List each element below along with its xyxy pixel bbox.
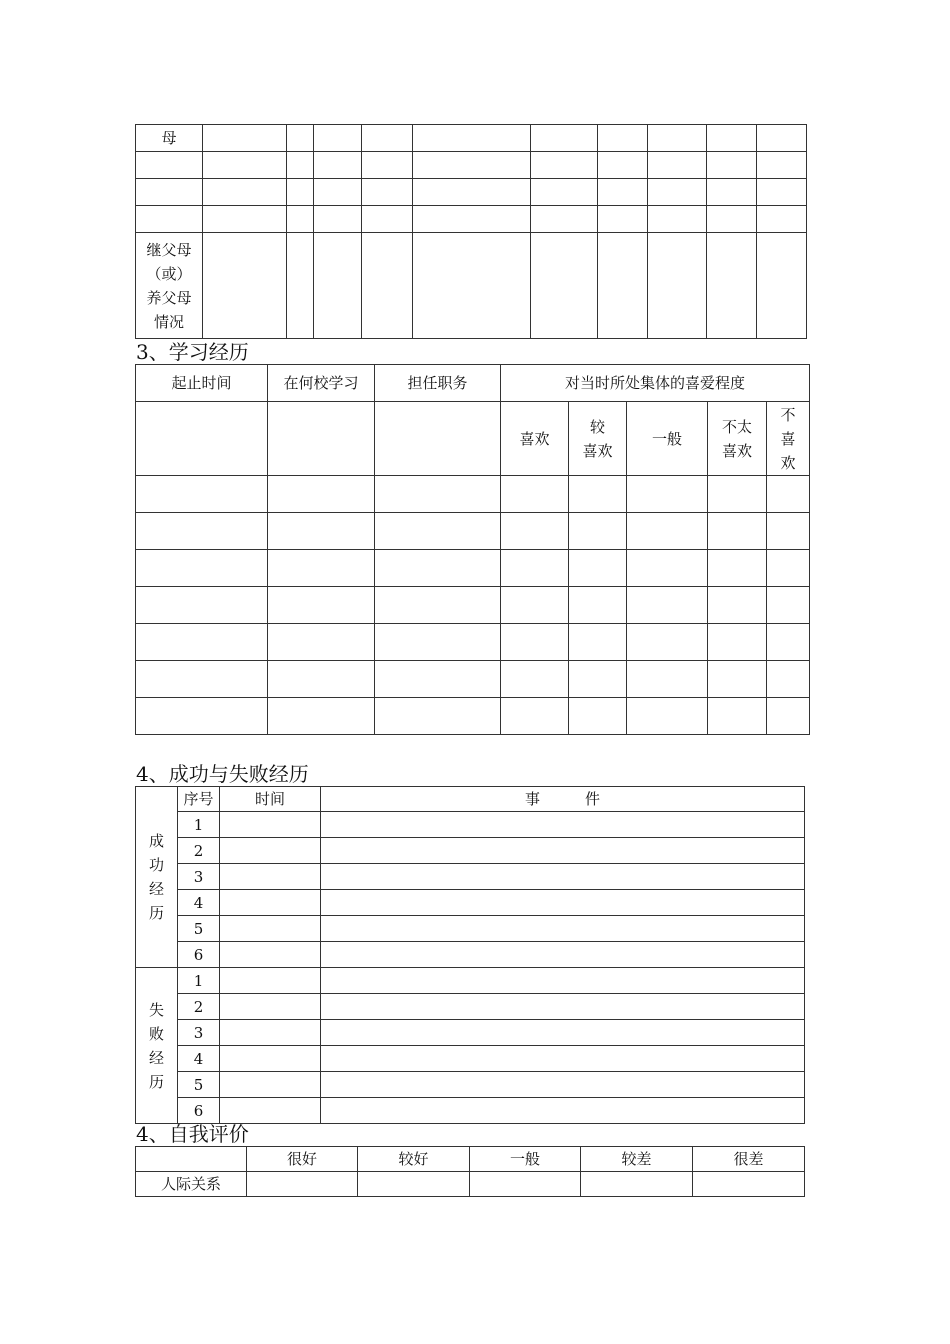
family-cell[interactable] xyxy=(203,152,287,179)
label-line: 功 xyxy=(148,856,164,874)
study-cell[interactable] xyxy=(767,661,810,698)
study-cell[interactable] xyxy=(501,550,569,587)
label-line: 喜 xyxy=(780,429,796,448)
label-line: 喜欢 xyxy=(721,441,752,460)
failure-label xyxy=(136,968,178,1124)
rating-cell[interactable] xyxy=(581,1172,693,1197)
family-row xyxy=(136,125,807,152)
success-row xyxy=(136,838,805,864)
label-line: 一般 xyxy=(651,429,682,448)
study-cell[interactable] xyxy=(268,624,375,661)
label-line: 不太 xyxy=(721,417,752,436)
rating-cell[interactable] xyxy=(358,1172,470,1197)
family-cell[interactable] xyxy=(707,233,757,339)
study-cell[interactable] xyxy=(767,550,810,587)
col-average: 一般 xyxy=(470,1147,581,1172)
label-line: 欢 xyxy=(780,453,796,472)
study-cell[interactable] xyxy=(767,698,810,735)
header-event: 事 件 xyxy=(321,787,805,812)
corner-cell xyxy=(136,1147,247,1172)
family-cell[interactable] xyxy=(362,125,413,152)
family-cell[interactable] xyxy=(707,152,757,179)
family-cell[interactable] xyxy=(598,179,648,206)
family-cell[interactable] xyxy=(757,179,807,206)
family-cell[interactable] xyxy=(648,179,707,206)
study-row xyxy=(136,661,810,698)
family-cell[interactable] xyxy=(757,152,807,179)
label-line: （或） xyxy=(146,264,192,283)
study-cell[interactable] xyxy=(136,698,268,735)
failure-row xyxy=(136,1020,805,1046)
study-cell[interactable] xyxy=(569,476,627,513)
time-cell[interactable] xyxy=(220,1046,321,1072)
family-cell[interactable] xyxy=(598,233,648,339)
row-number: 3 xyxy=(178,1020,220,1046)
study-cell[interactable] xyxy=(375,550,501,587)
event-cell[interactable] xyxy=(321,890,805,916)
study-cell[interactable] xyxy=(268,550,375,587)
self-eval-heading: 4、自我评价 xyxy=(136,1122,249,1146)
time-cell[interactable] xyxy=(220,1072,321,1098)
study-cell[interactable] xyxy=(375,402,501,476)
header-time: 时间 xyxy=(220,787,321,812)
family-row xyxy=(136,233,807,339)
study-cell[interactable] xyxy=(708,624,767,661)
row-number: 5 xyxy=(178,1072,220,1098)
header-like-degree: 对当时所处集体的喜爱程度 xyxy=(501,365,810,402)
study-row xyxy=(136,624,810,661)
success-row xyxy=(136,864,805,890)
family-cell[interactable] xyxy=(531,125,598,152)
event-cell[interactable] xyxy=(321,812,805,838)
study-cell[interactable] xyxy=(569,550,627,587)
family-cell[interactable] xyxy=(413,206,531,233)
study-cell[interactable] xyxy=(767,624,810,661)
study-cell[interactable] xyxy=(268,513,375,550)
study-cell[interactable] xyxy=(375,513,501,550)
family-cell[interactable] xyxy=(287,152,314,179)
self-eval-header-row xyxy=(136,1147,805,1172)
study-cell[interactable] xyxy=(708,550,767,587)
success-row xyxy=(136,942,805,968)
time-cell[interactable] xyxy=(220,916,321,942)
study-cell[interactable] xyxy=(501,661,569,698)
study-row xyxy=(136,513,810,550)
study-cell[interactable] xyxy=(375,476,501,513)
study-cell[interactable] xyxy=(501,624,569,661)
family-cell[interactable] xyxy=(707,125,757,152)
row-number: 2 xyxy=(178,994,220,1020)
family-cell[interactable] xyxy=(531,179,598,206)
study-cell[interactable] xyxy=(569,698,627,735)
self-eval-table xyxy=(135,1146,805,1197)
study-row xyxy=(136,476,810,513)
like-level-dislike xyxy=(767,402,810,476)
family-cell[interactable] xyxy=(314,152,362,179)
label-line: 喜欢 xyxy=(582,441,613,460)
study-cell[interactable] xyxy=(501,698,569,735)
family-cell[interactable] xyxy=(362,179,413,206)
family-cell[interactable] xyxy=(531,152,598,179)
study-cell[interactable] xyxy=(569,513,627,550)
family-row xyxy=(136,152,807,179)
study-cell[interactable] xyxy=(627,587,708,624)
event-cell[interactable] xyxy=(321,864,805,890)
row-number: 6 xyxy=(178,1098,220,1124)
study-cell[interactable] xyxy=(767,513,810,550)
experience-heading: 4、成功与失败经历 xyxy=(136,762,309,786)
time-cell[interactable] xyxy=(220,994,321,1020)
header-period: 起止时间 xyxy=(136,365,268,402)
study-cell[interactable] xyxy=(375,624,501,661)
family-cell[interactable] xyxy=(287,233,314,339)
col-good: 较好 xyxy=(358,1147,470,1172)
family-cell[interactable] xyxy=(203,125,287,152)
time-cell[interactable] xyxy=(220,1020,321,1046)
row-number: 6 xyxy=(178,942,220,968)
family-cell[interactable] xyxy=(648,206,707,233)
study-cell[interactable] xyxy=(627,624,708,661)
family-cell[interactable] xyxy=(287,125,314,152)
study-table xyxy=(135,364,810,735)
study-cell[interactable] xyxy=(136,661,268,698)
time-cell[interactable] xyxy=(220,942,321,968)
failure-row xyxy=(136,1072,805,1098)
study-row xyxy=(136,550,810,587)
family-row xyxy=(136,179,807,206)
event-cell[interactable] xyxy=(321,942,805,968)
family-cell[interactable] xyxy=(413,125,531,152)
success-row xyxy=(136,916,805,942)
family-cell[interactable] xyxy=(203,206,287,233)
row-number: 1 xyxy=(178,968,220,994)
study-cell[interactable] xyxy=(627,661,708,698)
study-cell[interactable] xyxy=(569,624,627,661)
family-cell[interactable] xyxy=(757,206,807,233)
study-header-row xyxy=(136,365,810,402)
family-cell[interactable] xyxy=(203,179,287,206)
family-cell[interactable] xyxy=(362,152,413,179)
study-cell[interactable] xyxy=(136,624,268,661)
study-cell[interactable] xyxy=(767,476,810,513)
rating-cell[interactable] xyxy=(247,1172,358,1197)
family-cell[interactable] xyxy=(648,233,707,339)
time-cell[interactable] xyxy=(220,812,321,838)
row-number: 3 xyxy=(178,864,220,890)
header-position: 担任职务 xyxy=(375,365,501,402)
study-cell[interactable] xyxy=(375,698,501,735)
study-cell[interactable] xyxy=(708,587,767,624)
study-cell[interactable] xyxy=(627,513,708,550)
family-cell[interactable] xyxy=(648,152,707,179)
family-cell[interactable] xyxy=(362,233,413,339)
family-cell[interactable] xyxy=(598,125,648,152)
failure-row xyxy=(136,1098,805,1124)
experience-header-row xyxy=(136,787,805,812)
rating-cell[interactable] xyxy=(470,1172,581,1197)
study-cell[interactable] xyxy=(268,661,375,698)
success-label xyxy=(136,787,178,968)
study-cell[interactable] xyxy=(501,513,569,550)
row-number: 2 xyxy=(178,838,220,864)
event-cell[interactable] xyxy=(321,1098,805,1124)
event-cell[interactable] xyxy=(321,1020,805,1046)
time-cell[interactable] xyxy=(220,864,321,890)
col-poor: 较差 xyxy=(581,1147,693,1172)
family-cell[interactable] xyxy=(314,125,362,152)
family-table xyxy=(135,124,807,339)
label-line: 喜欢 xyxy=(519,429,550,448)
header-school: 在何校学习 xyxy=(268,365,375,402)
study-cell[interactable] xyxy=(136,476,268,513)
study-cell[interactable] xyxy=(136,587,268,624)
experience-table xyxy=(135,786,805,1124)
family-cell[interactable] xyxy=(757,125,807,152)
family-cell[interactable] xyxy=(287,206,314,233)
label-line: 较 xyxy=(589,417,605,436)
family-cell[interactable] xyxy=(203,233,287,339)
label-line: 失 xyxy=(148,1000,164,1019)
event-cell[interactable] xyxy=(321,994,805,1020)
label-line: 败 xyxy=(148,1024,164,1043)
event-cell[interactable] xyxy=(321,1046,805,1072)
time-cell[interactable] xyxy=(220,838,321,864)
study-cell[interactable] xyxy=(268,402,375,476)
study-cell[interactable] xyxy=(375,587,501,624)
study-cell[interactable] xyxy=(569,661,627,698)
label-line: 经 xyxy=(148,880,164,898)
failure-row xyxy=(136,968,805,994)
family-cell[interactable] xyxy=(648,125,707,152)
failure-row xyxy=(136,1046,805,1072)
family-cell[interactable] xyxy=(531,206,598,233)
row-number: 4 xyxy=(178,1046,220,1072)
family-cell[interactable] xyxy=(413,152,531,179)
event-cell[interactable] xyxy=(321,968,805,994)
study-row xyxy=(136,698,810,735)
time-cell[interactable] xyxy=(220,1098,321,1124)
family-cell[interactable] xyxy=(314,206,362,233)
study-cell[interactable] xyxy=(708,661,767,698)
like-level-like xyxy=(501,402,569,476)
study-cell[interactable] xyxy=(627,698,708,735)
study-cell[interactable] xyxy=(708,476,767,513)
success-row xyxy=(136,890,805,916)
family-cell[interactable] xyxy=(362,206,413,233)
family-cell[interactable] xyxy=(598,152,648,179)
like-level-not-much xyxy=(708,402,767,476)
study-cell[interactable] xyxy=(136,550,268,587)
study-subheader-row xyxy=(136,402,810,476)
like-level-neutral xyxy=(627,402,708,476)
study-cell[interactable] xyxy=(268,698,375,735)
label-line: 不 xyxy=(780,405,796,424)
family-cell[interactable] xyxy=(314,233,362,339)
row-number: 4 xyxy=(178,890,220,916)
row-number: 1 xyxy=(178,812,220,838)
family-cell[interactable] xyxy=(314,179,362,206)
label-line: 继父母 xyxy=(146,240,192,259)
study-cell[interactable] xyxy=(767,587,810,624)
family-cell[interactable] xyxy=(136,179,203,206)
study-cell[interactable] xyxy=(708,698,767,735)
header-seq: 序号 xyxy=(178,787,220,812)
event-cell[interactable] xyxy=(321,916,805,942)
family-cell[interactable] xyxy=(598,206,648,233)
family-cell[interactable] xyxy=(413,233,531,339)
label-line: 历 xyxy=(148,1072,164,1091)
mother-label: 母 xyxy=(136,125,203,152)
study-row xyxy=(136,587,810,624)
row-number: 5 xyxy=(178,916,220,942)
step-parents-label xyxy=(136,233,203,339)
family-row xyxy=(136,206,807,233)
study-cell[interactable] xyxy=(375,661,501,698)
label-line: 经 xyxy=(148,1048,164,1067)
study-cell[interactable] xyxy=(627,550,708,587)
time-cell[interactable] xyxy=(220,890,321,916)
family-cell[interactable] xyxy=(136,152,203,179)
study-cell[interactable] xyxy=(268,476,375,513)
study-cell[interactable] xyxy=(501,587,569,624)
family-cell[interactable] xyxy=(531,233,598,339)
col-very-good: 很好 xyxy=(247,1147,358,1172)
study-cell[interactable] xyxy=(569,587,627,624)
success-row xyxy=(136,812,805,838)
event-cell[interactable] xyxy=(321,1072,805,1098)
self-eval-row xyxy=(136,1172,805,1197)
study-cell[interactable] xyxy=(501,476,569,513)
label-line: 养父母 xyxy=(146,288,192,307)
label-line: 成 xyxy=(148,832,164,850)
event-cell[interactable] xyxy=(321,838,805,864)
row-interpersonal: 人际关系 xyxy=(136,1172,247,1197)
family-cell[interactable] xyxy=(757,233,807,339)
study-cell[interactable] xyxy=(268,587,375,624)
family-cell[interactable] xyxy=(707,206,757,233)
study-heading: 3、学习经历 xyxy=(136,340,249,364)
label-line: 情况 xyxy=(153,312,184,331)
family-cell[interactable] xyxy=(707,179,757,206)
study-cell[interactable] xyxy=(627,476,708,513)
study-cell[interactable] xyxy=(136,513,268,550)
family-cell[interactable] xyxy=(136,206,203,233)
col-very-poor: 很差 xyxy=(693,1147,805,1172)
rating-cell[interactable] xyxy=(693,1172,805,1197)
like-level-fairly xyxy=(569,402,627,476)
family-cell[interactable] xyxy=(287,179,314,206)
failure-row xyxy=(136,994,805,1020)
family-cell[interactable] xyxy=(413,179,531,206)
study-cell[interactable] xyxy=(136,402,268,476)
study-cell[interactable] xyxy=(708,513,767,550)
label-line: 历 xyxy=(148,904,164,922)
time-cell[interactable] xyxy=(220,968,321,994)
